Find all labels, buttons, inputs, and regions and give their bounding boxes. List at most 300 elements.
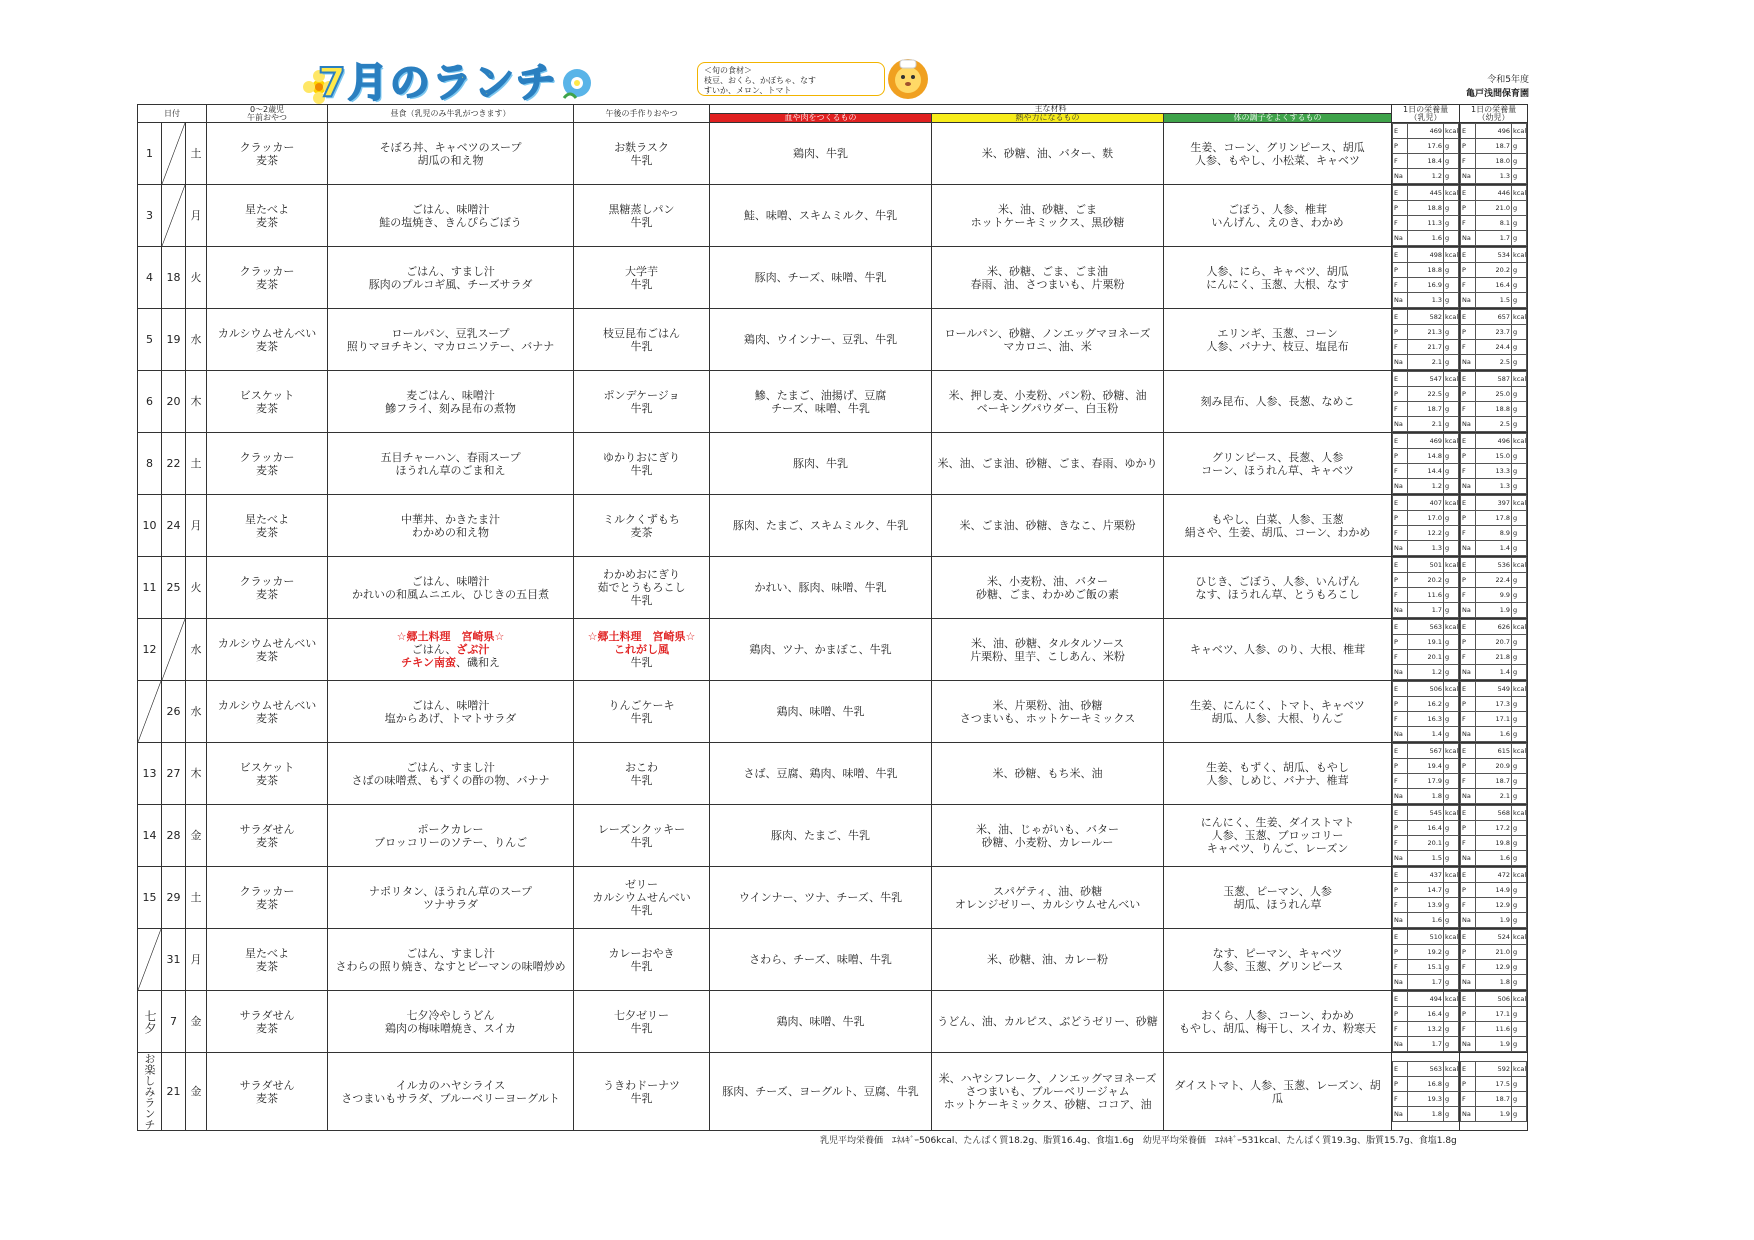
- nutrition-row: [1393, 603, 1459, 618]
- nutrient-value: 2.1: [1476, 789, 1512, 804]
- infant-nutrition: [1392, 743, 1460, 805]
- nutrient-label: Na: [1393, 727, 1408, 742]
- diagonal-slash: [162, 619, 185, 680]
- nutrition-row: [1393, 744, 1459, 759]
- nutrient-label: Na: [1461, 913, 1476, 928]
- day-of-week: 水: [186, 619, 207, 681]
- nutrient-unit: g: [1512, 898, 1527, 913]
- nutrient-unit: kcal: [1444, 496, 1459, 511]
- nutrient-label: E: [1461, 682, 1476, 697]
- nutrition-grid: [1460, 1061, 1527, 1122]
- nutrient-unit: g: [1512, 402, 1527, 417]
- nutrient-unit: g: [1444, 960, 1459, 975]
- afternoon-snack: おこわ 牛乳: [574, 743, 710, 805]
- lunch-dish: ロールパン、豆乳スープ 照りマヨチキン、マカロニソテー、バナナ: [328, 309, 574, 371]
- nutrient-label: Na: [1461, 727, 1476, 742]
- nutrition-grid: [1392, 371, 1459, 432]
- nutrient-unit: g: [1444, 1037, 1459, 1052]
- nutrient-unit: g: [1444, 821, 1459, 836]
- nutrient-unit: kcal: [1444, 620, 1459, 635]
- nutrient-unit: g: [1444, 759, 1459, 774]
- nutrition-grid: [1460, 681, 1527, 742]
- nutrient-unit: g: [1512, 169, 1527, 184]
- nutrient-value: 469: [1408, 124, 1444, 139]
- green-group-ingredients: おくら、人参、コーン、わかめ もやし、胡瓜、梅干し、スイカ、粉寒天: [1164, 991, 1392, 1053]
- infant-nutrition: [1392, 619, 1460, 681]
- nutrient-unit: g: [1512, 325, 1527, 340]
- nutrition-row: [1461, 975, 1527, 990]
- nutrition-row: [1461, 682, 1527, 697]
- lunch-dish: 中華丼、かきたま汁 わかめの和え物: [328, 495, 574, 557]
- nutrient-label: Na: [1393, 541, 1408, 556]
- nutrient-value: 592: [1476, 1062, 1512, 1077]
- nutrient-value: 21.0: [1476, 201, 1512, 216]
- child-nutrition: [1460, 1053, 1528, 1131]
- nutrition-row: [1393, 851, 1459, 866]
- nutrient-value: 18.7: [1476, 1092, 1512, 1107]
- yellow-group-ingredients: スパゲティ、油、砂糖 オレンジゼリー、カルシウムせんべい: [932, 867, 1164, 929]
- day-of-week: 水: [186, 309, 207, 371]
- nutrient-value: 524: [1476, 930, 1512, 945]
- nutrient-unit: g: [1444, 945, 1459, 960]
- nutrition-row: [1393, 355, 1459, 370]
- nutrient-unit: g: [1444, 139, 1459, 154]
- nutrient-unit: kcal: [1512, 1062, 1527, 1077]
- nutrient-label: F: [1461, 1092, 1476, 1107]
- nutrient-value: 18.8: [1408, 263, 1444, 278]
- nutrition-row: [1393, 1007, 1459, 1022]
- afternoon-snack: お麩ラスク 牛乳: [574, 123, 710, 185]
- morning-snack: クラッカー 麦茶: [207, 247, 328, 309]
- nutrition-grid: [1460, 495, 1527, 556]
- day-number-second: 20: [162, 371, 186, 433]
- nutrition-row: [1461, 1107, 1527, 1122]
- nutrient-unit: g: [1512, 883, 1527, 898]
- nutrition-grid: [1392, 123, 1459, 184]
- nutrition-row: [1461, 325, 1527, 340]
- child-nutrition: [1460, 247, 1528, 309]
- nutrient-label: Na: [1461, 417, 1476, 432]
- nutrient-label: Na: [1461, 355, 1476, 370]
- nutrient-unit: g: [1512, 278, 1527, 293]
- nutrition-row: [1461, 727, 1527, 742]
- nutrient-unit: g: [1444, 355, 1459, 370]
- nutrient-unit: g: [1512, 1022, 1527, 1037]
- nutrient-label: E: [1393, 248, 1408, 263]
- nutrition-row: [1393, 789, 1459, 804]
- nutrient-unit: g: [1444, 913, 1459, 928]
- nutrient-value: 16.4: [1408, 1007, 1444, 1022]
- nutrition-row: [1461, 355, 1527, 370]
- nutrient-value: 18.7: [1476, 774, 1512, 789]
- nutrition-row: [1393, 325, 1459, 340]
- nutrition-grid: [1392, 1061, 1459, 1122]
- nutrition-grid: [1392, 185, 1459, 246]
- nutrition-row: [1393, 945, 1459, 960]
- nutrition-row: [1393, 139, 1459, 154]
- nutrition-row: [1461, 1092, 1527, 1107]
- nutrient-value: 13.2: [1408, 1022, 1444, 1037]
- nutrient-value: 18.8: [1408, 201, 1444, 216]
- day-number-second: [162, 123, 186, 185]
- nutrient-label: P: [1461, 1007, 1476, 1022]
- day-number: [138, 929, 162, 991]
- nutrient-unit: g: [1512, 573, 1527, 588]
- day-number: 13: [138, 743, 162, 805]
- nutrient-value: 17.0: [1408, 511, 1444, 526]
- nutrition-row: [1393, 650, 1459, 665]
- nutrient-unit: g: [1512, 355, 1527, 370]
- menu-row: [138, 805, 1528, 867]
- day-number-second: 7: [162, 991, 186, 1053]
- nutrition-grid: [1460, 991, 1527, 1052]
- nutrient-label: E: [1393, 558, 1408, 573]
- nutrient-label: P: [1393, 1077, 1408, 1092]
- lunch-dish: ナポリタン、ほうれん草のスープ ツナサラダ: [328, 867, 574, 929]
- green-group-ingredients: なす、ピーマン、キャベツ 人参、玉葱、グリンピース: [1164, 929, 1392, 991]
- nutrient-label: F: [1461, 1022, 1476, 1037]
- nutrition-row: [1461, 712, 1527, 727]
- nutrient-value: 506: [1408, 682, 1444, 697]
- nutrient-label: E: [1393, 372, 1408, 387]
- nutrient-unit: g: [1444, 883, 1459, 898]
- nutrient-value: 437: [1408, 868, 1444, 883]
- nutrient-value: 16.9: [1408, 278, 1444, 293]
- nutrient-value: 15.1: [1408, 960, 1444, 975]
- day-number: 6: [138, 371, 162, 433]
- morning-snack: カルシウムせんべい 麦茶: [207, 619, 328, 681]
- day-of-week: 木: [186, 743, 207, 805]
- slash-line: [162, 185, 185, 246]
- nutrient-unit: kcal: [1512, 558, 1527, 573]
- child-nutrition: [1460, 619, 1528, 681]
- nutrition-grid: [1392, 495, 1459, 556]
- nutrient-label: Na: [1393, 417, 1408, 432]
- nutrient-label: E: [1393, 992, 1408, 1007]
- nutrient-value: 19.8: [1476, 836, 1512, 851]
- afternoon-snack: 七夕ゼリー 牛乳: [574, 991, 710, 1053]
- nutrient-label: E: [1461, 868, 1476, 883]
- nutrient-label: Na: [1461, 975, 1476, 990]
- nutrient-label: F: [1461, 650, 1476, 665]
- nutrient-label: Na: [1393, 789, 1408, 804]
- lunch-dish: ポークカレー ブロッコリーのソテー、りんご: [328, 805, 574, 867]
- nutrition-row: [1393, 464, 1459, 479]
- nutrient-unit: g: [1512, 635, 1527, 650]
- day-number: 5: [138, 309, 162, 371]
- child-nutrition: [1460, 371, 1528, 433]
- nutrient-label: P: [1393, 387, 1408, 402]
- nutrient-value: 11.6: [1476, 1022, 1512, 1037]
- nutrient-value: 501: [1408, 558, 1444, 573]
- green-group-ingredients: 玉葱、ピーマン、人参 胡瓜、ほうれん草: [1164, 867, 1392, 929]
- nutrient-label: F: [1393, 712, 1408, 727]
- nutrient-unit: g: [1512, 541, 1527, 556]
- nutrient-unit: kcal: [1512, 248, 1527, 263]
- nutrient-value: 1.9: [1476, 913, 1512, 928]
- lunch-text: ざぶ汁: [456, 643, 490, 656]
- nutrient-label: E: [1393, 124, 1408, 139]
- yellow-group-ingredients: 米、小麦粉、油、バター 砂糖、ごま、わかめご飯の素: [932, 557, 1164, 619]
- slash-line: [138, 929, 161, 990]
- nutrient-unit: kcal: [1512, 434, 1527, 449]
- nutrition-row: [1461, 913, 1527, 928]
- nutrition-row: [1393, 1077, 1459, 1092]
- nutrient-label: P: [1461, 573, 1476, 588]
- nutrient-label: F: [1461, 898, 1476, 913]
- nutrition-row: [1461, 759, 1527, 774]
- child-nutrition: [1460, 185, 1528, 247]
- morning-snack: ビスケット 麦茶: [207, 743, 328, 805]
- nutrition-row: [1393, 558, 1459, 573]
- nutrition-row: [1393, 293, 1459, 308]
- green-group-ingredients: グリンピース、長葱、人参 コーン、ほうれん草、キャベツ: [1164, 433, 1392, 495]
- nutrient-label: Na: [1461, 851, 1476, 866]
- infant-nutrition: [1392, 867, 1460, 929]
- nutrient-value: 1.9: [1476, 1107, 1512, 1122]
- day-number: 10: [138, 495, 162, 557]
- nutrient-value: 24.4: [1476, 340, 1512, 355]
- nutrition-row: [1461, 930, 1527, 945]
- header-lunch: 昼食（乳児のみ牛乳がつきます）: [328, 105, 574, 123]
- red-group-ingredients: 鶏肉、ウインナー、豆乳、牛乳: [710, 309, 932, 371]
- seasonal-ingredients-bubble: [697, 62, 885, 96]
- nutrition-row: [1393, 511, 1459, 526]
- nutrient-label: F: [1393, 402, 1408, 417]
- nutrient-label: F: [1461, 836, 1476, 851]
- nutrient-unit: g: [1512, 154, 1527, 169]
- day-of-week: 月: [186, 495, 207, 557]
- menu-row: [138, 371, 1528, 433]
- infant-nutrition: [1392, 929, 1460, 991]
- nutrient-value: 17.3: [1476, 697, 1512, 712]
- yellow-group-ingredients: 米、ハヤシフレーク、ノンエッグマヨネーズ さつまいも、ブルーベリージャム ホットケーキミックス、砂糖、ココア、油: [932, 1053, 1164, 1131]
- nutrition-row: [1461, 1062, 1527, 1077]
- nutrition-row: [1461, 1037, 1527, 1052]
- nutrient-value: 25.0: [1476, 387, 1512, 402]
- nutrition-row: [1461, 340, 1527, 355]
- nutrition-row: [1393, 263, 1459, 278]
- nursery-name: 亀戸浅間保育園: [1465, 89, 1529, 99]
- nutrient-label: Na: [1461, 789, 1476, 804]
- nutrition-row: [1393, 992, 1459, 1007]
- day-number: 3: [138, 185, 162, 247]
- nutrient-label: E: [1393, 682, 1408, 697]
- header-yellow-group: 熱や力になるもの: [932, 114, 1164, 123]
- nutrient-unit: g: [1444, 325, 1459, 340]
- lunch-dish: 七夕冷やしうどん 鶏肉の梅味噌焼き、スイカ: [328, 991, 574, 1053]
- nutrient-unit: kcal: [1444, 1062, 1459, 1077]
- nutrient-value: 1.4: [1476, 665, 1512, 680]
- nutrition-row: [1393, 898, 1459, 913]
- menu-row: [138, 619, 1528, 681]
- nutrient-unit: g: [1512, 1007, 1527, 1022]
- nutrient-unit: g: [1444, 293, 1459, 308]
- speech-line: すいか、メロン、トマト: [704, 86, 792, 95]
- green-group-ingredients: ひじき、ごぼう、人参、いんげん なす、ほうれん草、とうもろこし: [1164, 557, 1392, 619]
- nutrient-unit: kcal: [1512, 744, 1527, 759]
- nutrient-unit: kcal: [1444, 372, 1459, 387]
- green-group-ingredients: ごぼう、人参、椎茸 いんげん、えのき、わかめ: [1164, 185, 1392, 247]
- nutrient-label: P: [1393, 821, 1408, 836]
- lunch-dish: ごはん、すまし汁 豚肉のプルコギ風、チーズサラダ: [328, 247, 574, 309]
- lunch-dish: イルカのハヤシライス さつまいもサラダ、ブルーベリーヨーグルト: [328, 1053, 574, 1131]
- nutrition-row: [1461, 248, 1527, 263]
- nutrient-value: 19.4: [1408, 759, 1444, 774]
- yellow-group-ingredients: 米、片栗粉、油、砂糖 さつまいも、ホットケーキミックス: [932, 681, 1164, 743]
- nutrient-label: P: [1461, 263, 1476, 278]
- nutrient-value: 23.7: [1476, 325, 1512, 340]
- nutrient-label: F: [1461, 278, 1476, 293]
- nutrient-value: 14.9: [1476, 883, 1512, 898]
- nutrient-unit: g: [1444, 449, 1459, 464]
- morning-snack: カルシウムせんべい 麦茶: [207, 681, 328, 743]
- nutrition-row: [1393, 372, 1459, 387]
- nutrient-label: E: [1393, 496, 1408, 511]
- header-nutrition-infant: 1日の栄養量 （乳児）: [1392, 105, 1460, 123]
- nutrient-unit: g: [1444, 727, 1459, 742]
- nutrient-value: 20.1: [1408, 836, 1444, 851]
- nutrient-unit: g: [1444, 975, 1459, 990]
- nutrient-unit: g: [1512, 588, 1527, 603]
- nutrition-row: [1393, 727, 1459, 742]
- yellow-group-ingredients: 米、砂糖、もち米、油: [932, 743, 1164, 805]
- nutrient-label: F: [1393, 154, 1408, 169]
- lion-icon: [884, 56, 932, 102]
- afternoon-snack: ミルクくずもち 麦茶: [574, 495, 710, 557]
- day-of-week: 土: [186, 433, 207, 495]
- nutrient-label: P: [1393, 139, 1408, 154]
- nutrient-label: Na: [1393, 231, 1408, 246]
- nutrient-unit: g: [1512, 231, 1527, 246]
- nutrient-value: 1.5: [1408, 851, 1444, 866]
- nutrient-unit: g: [1512, 216, 1527, 231]
- nutrient-label: F: [1393, 960, 1408, 975]
- menu-row: [138, 867, 1528, 929]
- lunch-text: 、磯和え: [455, 656, 500, 669]
- speech-line: ＜旬の食材＞: [704, 66, 752, 75]
- nutrient-value: 14.7: [1408, 883, 1444, 898]
- nutrition-grid: [1460, 619, 1527, 680]
- nutrient-label: Na: [1461, 665, 1476, 680]
- day-of-week: 月: [186, 929, 207, 991]
- nutrient-label: Na: [1393, 1037, 1408, 1052]
- nutrition-row: [1393, 868, 1459, 883]
- nutrient-label: Na: [1393, 355, 1408, 370]
- nutrient-value: 16.4: [1476, 278, 1512, 293]
- nutrient-unit: g: [1512, 697, 1527, 712]
- infant-nutrition: [1392, 805, 1460, 867]
- nutrient-value: 549: [1476, 682, 1512, 697]
- nutrient-unit: g: [1444, 263, 1459, 278]
- nutrient-unit: kcal: [1512, 992, 1527, 1007]
- nutrient-label: F: [1461, 712, 1476, 727]
- nutrient-label: E: [1461, 310, 1476, 325]
- nutrition-row: [1461, 434, 1527, 449]
- nutrient-value: 20.2: [1408, 573, 1444, 588]
- nutrient-unit: g: [1512, 1107, 1527, 1122]
- header-date: 日付: [138, 105, 207, 123]
- nutrient-unit: g: [1444, 650, 1459, 665]
- nutrition-grid: [1460, 309, 1527, 370]
- yellow-group-ingredients: 米、ごま油、砂糖、きなこ、片栗粉: [932, 495, 1164, 557]
- infant-nutrition: [1392, 495, 1460, 557]
- nutrient-value: 9.9: [1476, 588, 1512, 603]
- nutrition-grid: [1392, 743, 1459, 804]
- day-number-second: 22: [162, 433, 186, 495]
- lunch-dish: 五目チャーハン、春雨スープ ほうれん草のごま和え: [328, 433, 574, 495]
- nutrient-unit: g: [1512, 851, 1527, 866]
- nutrient-label: F: [1461, 960, 1476, 975]
- nutrition-grid: [1460, 867, 1527, 928]
- nutrient-label: P: [1461, 387, 1476, 402]
- nutrient-unit: g: [1444, 541, 1459, 556]
- menu-row: [138, 495, 1528, 557]
- nutrient-unit: g: [1512, 665, 1527, 680]
- nutrition-row: [1393, 573, 1459, 588]
- nutrient-label: Na: [1461, 541, 1476, 556]
- nutrient-value: 8.9: [1476, 526, 1512, 541]
- nutrient-unit: kcal: [1512, 682, 1527, 697]
- nutrient-unit: g: [1512, 417, 1527, 432]
- yellow-group-ingredients: 米、砂糖、油、カレー粉: [932, 929, 1164, 991]
- infant-nutrition: [1392, 681, 1460, 743]
- nutrient-label: F: [1393, 278, 1408, 293]
- nutrient-label: F: [1393, 464, 1408, 479]
- title-area: [318, 55, 558, 106]
- nutrition-row: [1461, 511, 1527, 526]
- day-number: 15: [138, 867, 162, 929]
- menu-row: [138, 247, 1528, 309]
- nutrient-unit: g: [1512, 139, 1527, 154]
- nutrient-unit: g: [1512, 263, 1527, 278]
- nutrient-label: P: [1393, 635, 1408, 650]
- green-group-ingredients: 刻み昆布、人参、長葱、なめこ: [1164, 371, 1392, 433]
- nutrient-label: E: [1461, 930, 1476, 945]
- nutrient-value: 494: [1408, 992, 1444, 1007]
- day-number: 七夕: [138, 991, 162, 1053]
- nutrient-unit: g: [1512, 836, 1527, 851]
- nutrient-unit: g: [1444, 1092, 1459, 1107]
- nutrient-value: 397: [1476, 496, 1512, 511]
- header-ingredients: 主な材料: [710, 105, 1392, 114]
- day-of-week: 火: [186, 247, 207, 309]
- morning-snack: クラッカー 麦茶: [207, 557, 328, 619]
- nutrition-grid: [1460, 433, 1527, 494]
- nutrient-value: 17.1: [1476, 1007, 1512, 1022]
- nutrient-unit: g: [1444, 1022, 1459, 1037]
- nutrient-value: 19.3: [1408, 1092, 1444, 1107]
- nutrient-unit: kcal: [1512, 620, 1527, 635]
- nutrient-value: 496: [1476, 124, 1512, 139]
- lunch-dish: 麦ごはん、味噌汁 鰺フライ、刻み昆布の煮物: [328, 371, 574, 433]
- day-of-week: 火: [186, 557, 207, 619]
- nutrient-label: Na: [1461, 169, 1476, 184]
- nutrition-row: [1461, 526, 1527, 541]
- nutrient-label: F: [1393, 1022, 1408, 1037]
- nutrient-unit: g: [1512, 913, 1527, 928]
- nutrient-label: F: [1461, 402, 1476, 417]
- nutrient-unit: g: [1444, 851, 1459, 866]
- nutrient-label: P: [1461, 945, 1476, 960]
- nutrition-row: [1461, 186, 1527, 201]
- nutrient-label: E: [1461, 992, 1476, 1007]
- nutrient-unit: g: [1512, 759, 1527, 774]
- nutrient-value: 11.3: [1408, 216, 1444, 231]
- nutrient-unit: g: [1512, 975, 1527, 990]
- nutrient-unit: g: [1512, 960, 1527, 975]
- red-group-ingredients: 鶏肉、牛乳: [710, 123, 932, 185]
